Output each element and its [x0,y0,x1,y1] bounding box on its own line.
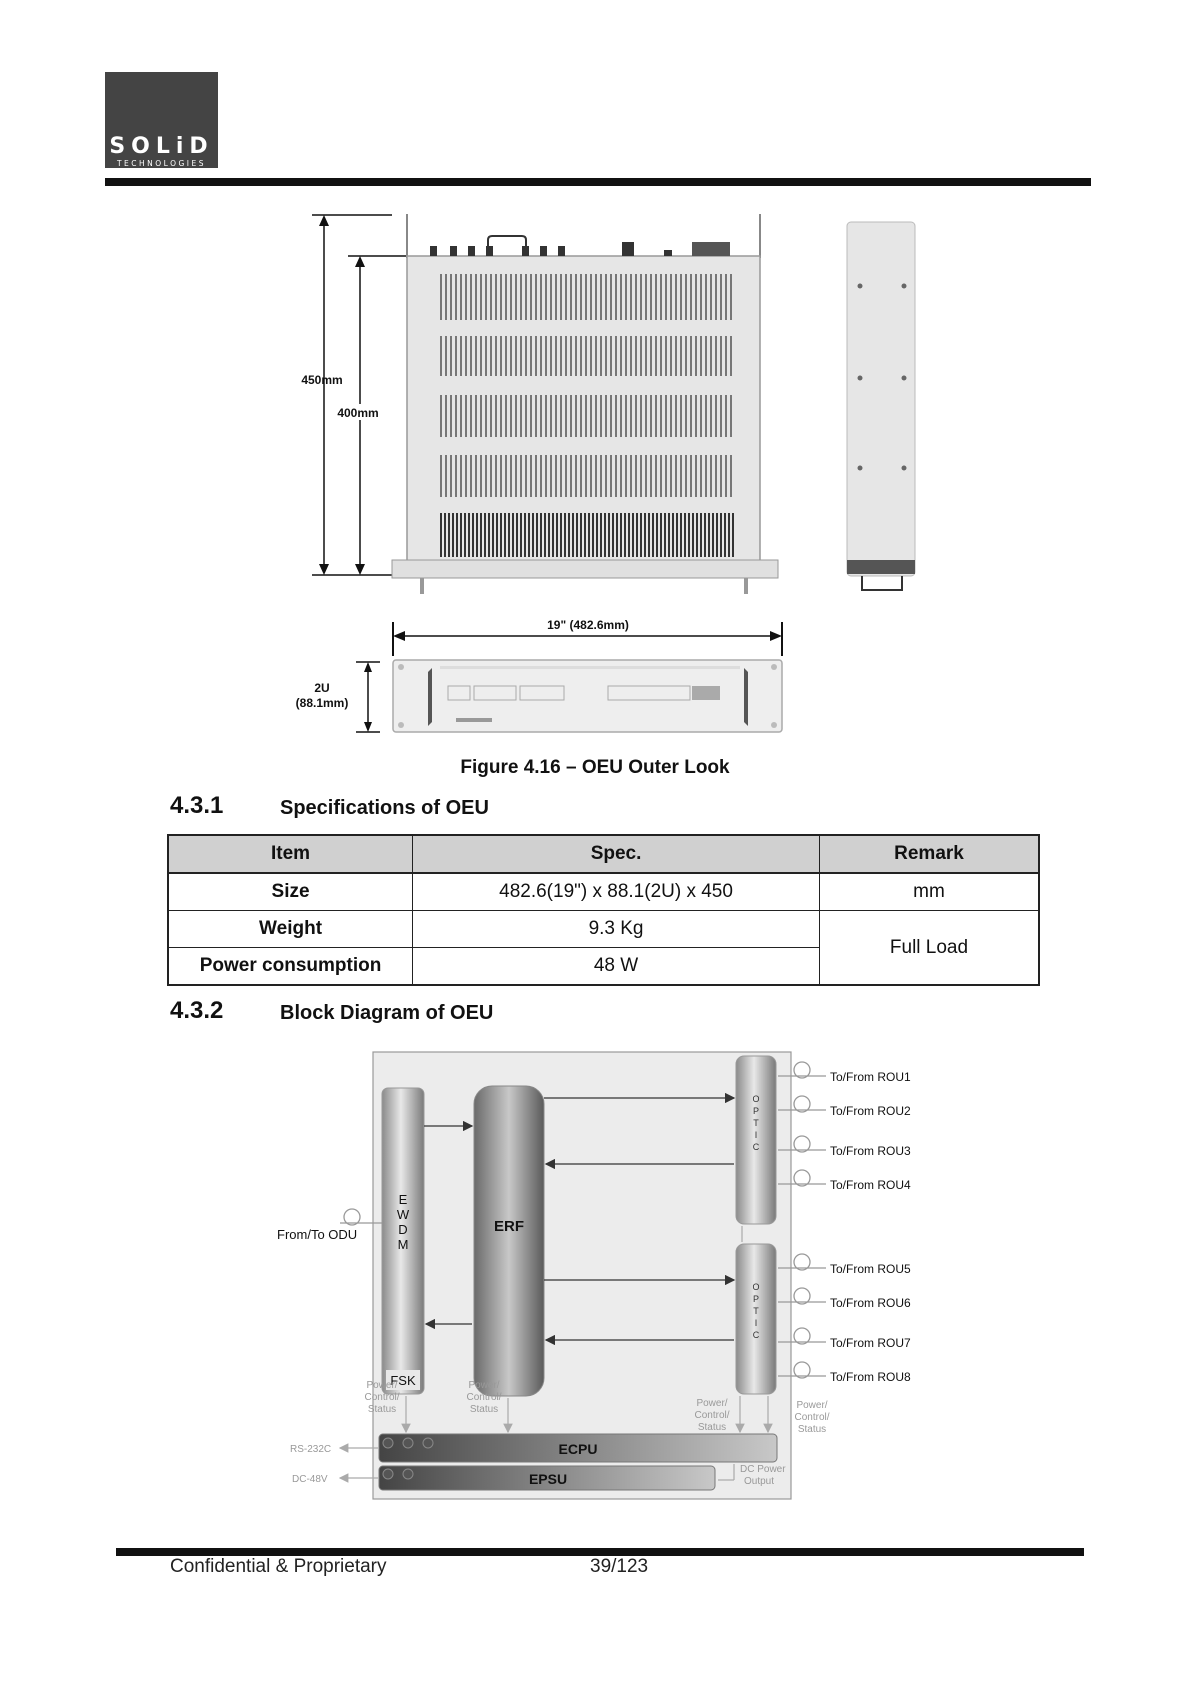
rou1-label: To/From ROU1 [830,1070,911,1084]
ecpu-label: ECPU [558,1441,598,1457]
row-size-spec: 482.6(19") x 88.1(2U) x 450 [413,873,820,911]
dim-400-label: 400mm [337,406,379,420]
optic2-letter-o: O [752,1282,760,1292]
pcs-optic-2: Control/ [694,1410,730,1421]
rou3-label: To/From ROU3 [830,1144,911,1158]
rou5-label: To/From ROU5 [830,1262,911,1276]
fsk-label: FSK [390,1373,416,1388]
row-size-remark: mm [820,873,1040,911]
pcs-right-1: Power/ [796,1400,828,1411]
pcs-right-2: Control/ [794,1412,830,1423]
spec-table [167,834,1040,986]
optic1-letter-c: C [752,1142,760,1152]
table-row [168,911,1039,948]
dim-height-u-label: 2U [314,681,330,695]
logo-wordmark: SOLiD [109,134,214,159]
rou4-label: To/From ROU4 [830,1178,911,1192]
dc-output-2: Output [744,1476,775,1487]
rou8-label: To/From ROU8 [830,1370,911,1384]
rou2-label: To/From ROU2 [830,1104,911,1118]
pcs-optic-3: Status [697,1422,727,1433]
dim-height-mm-label: (88.1mm) [295,696,349,710]
dc48-label: DC-48V [292,1474,328,1485]
row-power-item: Power consumption [168,948,413,986]
section-number-4-3-1: 4.3.1 [170,792,224,819]
epsu-label: EPSU [528,1471,568,1487]
rs232-label: RS-232C [290,1444,332,1455]
rou7-label: To/From ROU7 [830,1336,911,1350]
ewdm-letter-e: E [398,1192,408,1207]
ewdm-letter-w: W [396,1207,410,1222]
footer-page-number: 39/123 [590,1556,649,1577]
optic1-letter-o: O [752,1094,760,1104]
pcs-right-3: Status [797,1424,827,1435]
rou6-label: To/From ROU6 [830,1296,911,1310]
ewdm-letter-d: D [398,1222,408,1237]
header-spec: Spec. [413,835,820,873]
header-item: Item [168,835,413,873]
dim-width-label: 19" (482.6mm) [547,618,629,632]
row-weight-item: Weight [168,911,413,948]
row-weight-spec: 9.3 Kg [413,911,820,948]
oeu-outer-look-drawing [0,0,1190,740]
optic1-letter-p: P [752,1106,760,1116]
pcs-ewdm-1: Power/ [366,1380,398,1391]
row-power-spec: 48 W [413,948,820,986]
section-title-block-diagram: Block Diagram of OEU [280,1002,494,1024]
header-remark: Remark [820,835,1040,873]
table-row [168,873,1039,911]
pcs-erf-2: Control/ [466,1392,502,1403]
optic1-letter-i: I [754,1130,758,1140]
section-title-specifications: Specifications of OEU [280,797,489,819]
optic2-letter-p: P [752,1294,760,1304]
pcs-erf-1: Power/ [468,1380,500,1391]
section-number-4-3-2: 4.3.2 [170,997,224,1024]
erf-label: ERF [494,1218,524,1235]
dc-output-1: DC Power [740,1464,786,1475]
oeu-block-diagram [0,1040,1190,1510]
figure-caption: Figure 4.16 – OEU Outer Look [460,757,730,778]
footer-rule [116,1548,1084,1556]
ewdm-letter-m: M [397,1237,409,1252]
from-odu-label: From/To ODU [277,1227,358,1242]
optic2-letter-t: T [753,1306,759,1316]
row-size-item: Size [168,873,413,911]
pcs-ewdm-2: Control/ [364,1392,400,1403]
dim-450-label: 450mm [301,373,343,387]
optic2-letter-i: I [754,1318,758,1328]
pcs-erf-3: Status [469,1404,499,1415]
footer-confidential: Confidential & Proprietary [170,1556,387,1577]
pcs-ewdm-3: Status [367,1404,397,1415]
optic2-letter-c: C [752,1330,760,1340]
table-header-row [168,835,1039,873]
optic1-letter-t: T [753,1118,759,1128]
row-weight-remark: Full Load [820,911,1040,986]
pcs-optic-1: Power/ [696,1398,728,1409]
logo-subtitle: TECHNOLOGIES [116,159,207,168]
